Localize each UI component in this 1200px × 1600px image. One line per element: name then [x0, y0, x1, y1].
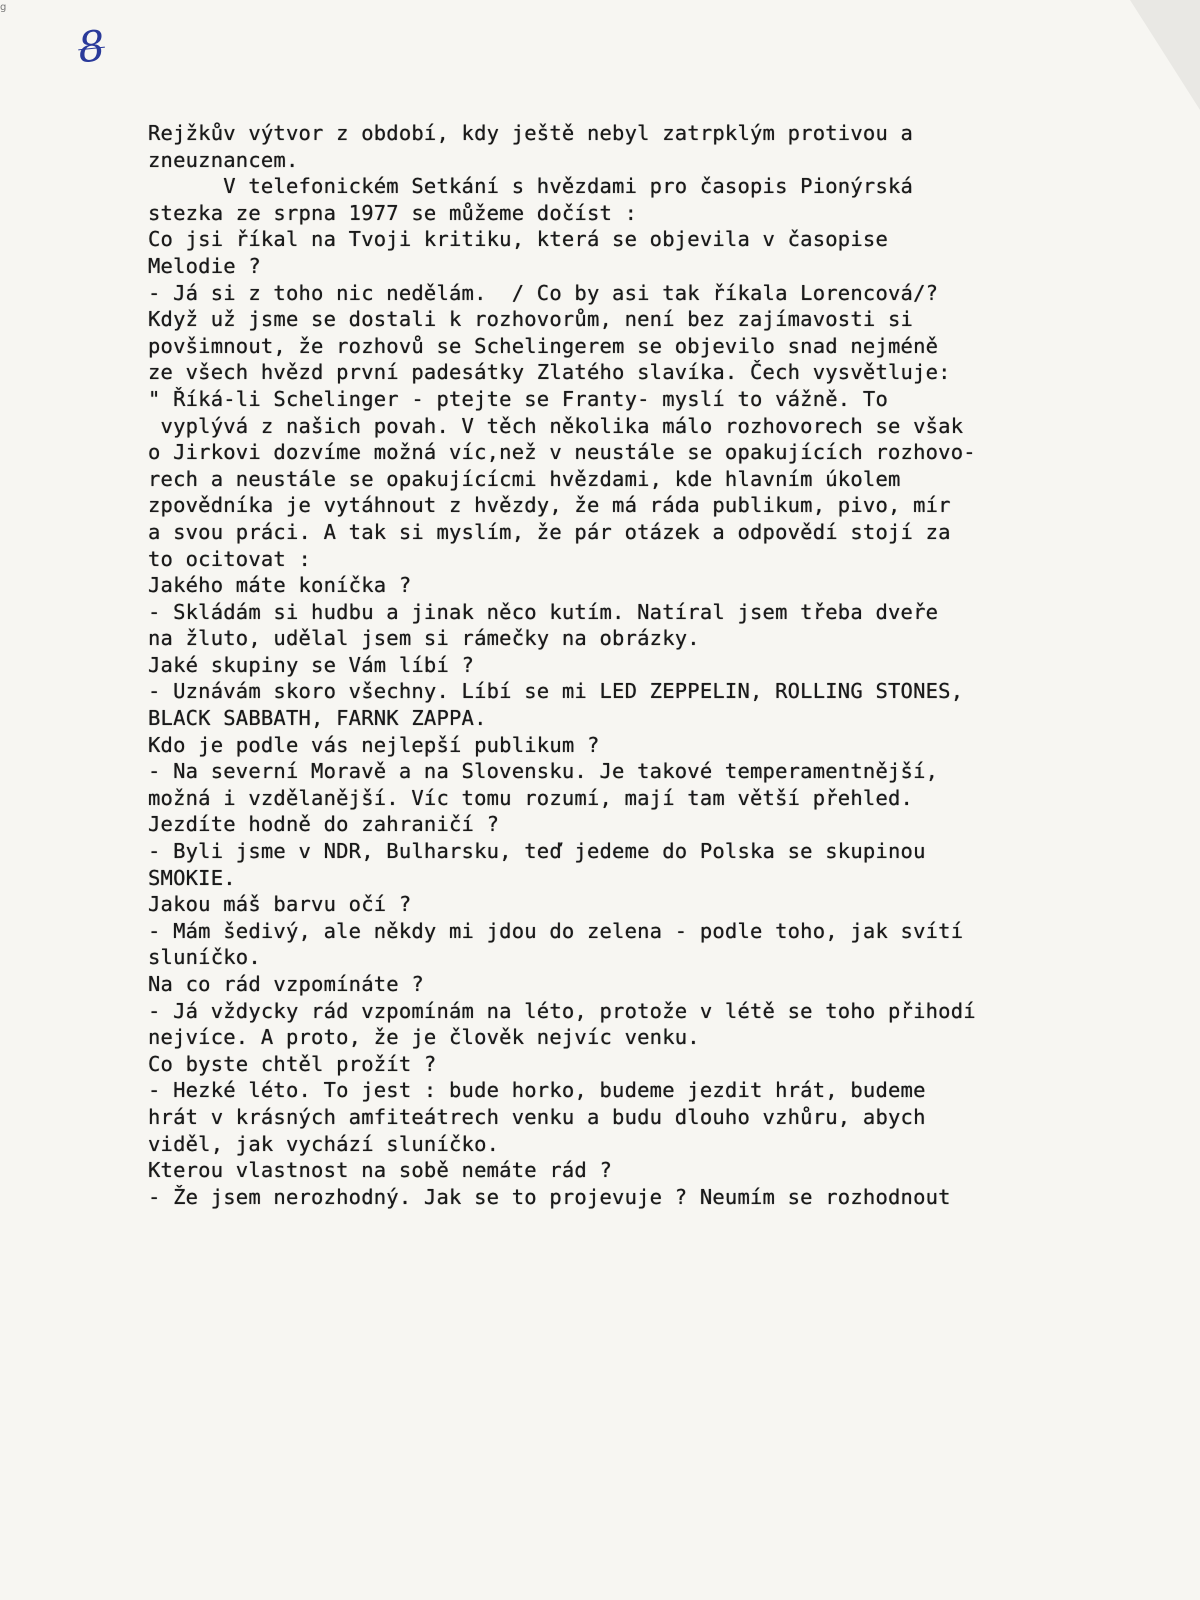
- page-corner-fold: [1130, 0, 1200, 110]
- text-line: SMOKIE.: [148, 865, 236, 890]
- text-line: zpovědníka je vytáhnout z hvězdy, že má ráda publikum, pivo, mír: [148, 493, 951, 518]
- text-line: - Skládám si hudbu a jinak něco kutím. Natíral jsem třeba dveře: [148, 599, 939, 624]
- text-line: - Já si z toho nic nedělám. / Co by asi tak říkala Lorencová/?: [148, 280, 939, 305]
- text-line: možná i vzdělanější. Víc tomu rozumí, mají tam větší přehled.: [148, 785, 914, 810]
- text-line: Jakou máš barvu očí ?: [148, 892, 412, 917]
- text-line: Co byste chtěl prožít ?: [148, 1051, 437, 1076]
- text-line: povšimnout, že rozhovů se Schelingerem se objevilo snad nejméně: [148, 333, 939, 358]
- text-line: - Hezké léto. To jest : bude horko, budeme jezdit hrát, budeme: [148, 1078, 926, 1103]
- text-line: o Jirkovi dozvíme možná víc,než v neustále se opakujících rozhovo-: [148, 440, 976, 465]
- text-line: - Byli jsme v NDR, Bulharsku, teď jedeme do Polska se skupinou: [148, 839, 926, 864]
- text-line: hrát v krásných amfiteátrech venku a budu dlouho vzhůru, abych: [148, 1104, 926, 1129]
- text-line: sluníčko.: [148, 945, 261, 970]
- text-line: vyplývá z našich povah. V těch několika málo rozhovorech se však: [148, 413, 964, 438]
- text-line: V telefonickém Setkání s hvězdami pro časopis Pionýrská: [148, 174, 914, 199]
- text-line: Kterou vlastnost na sobě nemáte rád ?: [148, 1158, 613, 1183]
- text-line: rech a neustále se opakujícícmi hvězdami, kde hlavním úkolem: [148, 466, 901, 491]
- text-line: BLACK SABBATH, FARNK ZAPPA.: [148, 706, 487, 731]
- text-line: stezka ze srpna 1977 se můžeme dočíst :: [148, 200, 638, 225]
- edge-mark: g: [0, 2, 7, 13]
- text-line: na žluto, udělal jsem si rámečky na obrázky.: [148, 626, 700, 651]
- text-line: Rejžkův výtvor z období, kdy ještě nebyl zatrpklým protivou a: [148, 121, 914, 145]
- text-line: nejvíce. A proto, že je člověk nejvíc venku.: [148, 1025, 700, 1050]
- text-line: a svou práci. A tak si myslím, že pár otázek a odpovědí stojí za: [148, 519, 951, 544]
- text-line: Jakého máte koníčka ?: [148, 573, 412, 598]
- text-line: Melodie ?: [148, 253, 261, 278]
- text-line: - Mám šedivý, ale někdy mi jdou do zelena - podle toho, jak svítí: [148, 918, 964, 943]
- text-line: viděl, jak vychází sluníčko.: [148, 1131, 500, 1156]
- text-line: Kdo je podle vás nejlepší publikum ?: [148, 732, 600, 757]
- text-line: Co jsi říkal na Tvoji kritiku, která se objevila v časopise: [148, 227, 888, 252]
- text-line: - Uznávám skoro všechny. Líbí se mi LED ZEPPELIN, ROLLING STONES,: [148, 679, 964, 704]
- handwritten-page-number: 8: [75, 20, 108, 73]
- text-line: Na co rád vzpomínáte ?: [148, 972, 424, 996]
- text-line: " Říká-li Schelinger - ptejte se Franty- myslí to vážně. To: [148, 386, 888, 411]
- text-line: - Že jsem nerozhodný. Jak se to projevuje ? Neumím se rozhodnout: [148, 1184, 951, 1209]
- text-line: - Na severní Moravě a na Slovensku. Je takové temperamentnější,: [148, 759, 939, 784]
- text-line: Když už jsme se dostali k rozhovorům, není bez zajímavosti si: [148, 307, 914, 332]
- text-line: to ocitovat :: [148, 546, 312, 571]
- typewritten-text-body: [148, 120, 1108, 1210]
- text-line: - Já vždycky rád vzpomínám na léto, protože v létě se toho přihodí: [148, 998, 976, 1023]
- text-line: Jaké skupiny se Vám líbí ?: [148, 652, 475, 677]
- text-line: ze všech hvězd první padesátky Zlatého slavíka. Čech vysvětluje:: [148, 360, 951, 385]
- text-line: Jezdíte hodně do zahraničí ?: [148, 812, 500, 837]
- text-line: zneuznancem.: [148, 147, 299, 172]
